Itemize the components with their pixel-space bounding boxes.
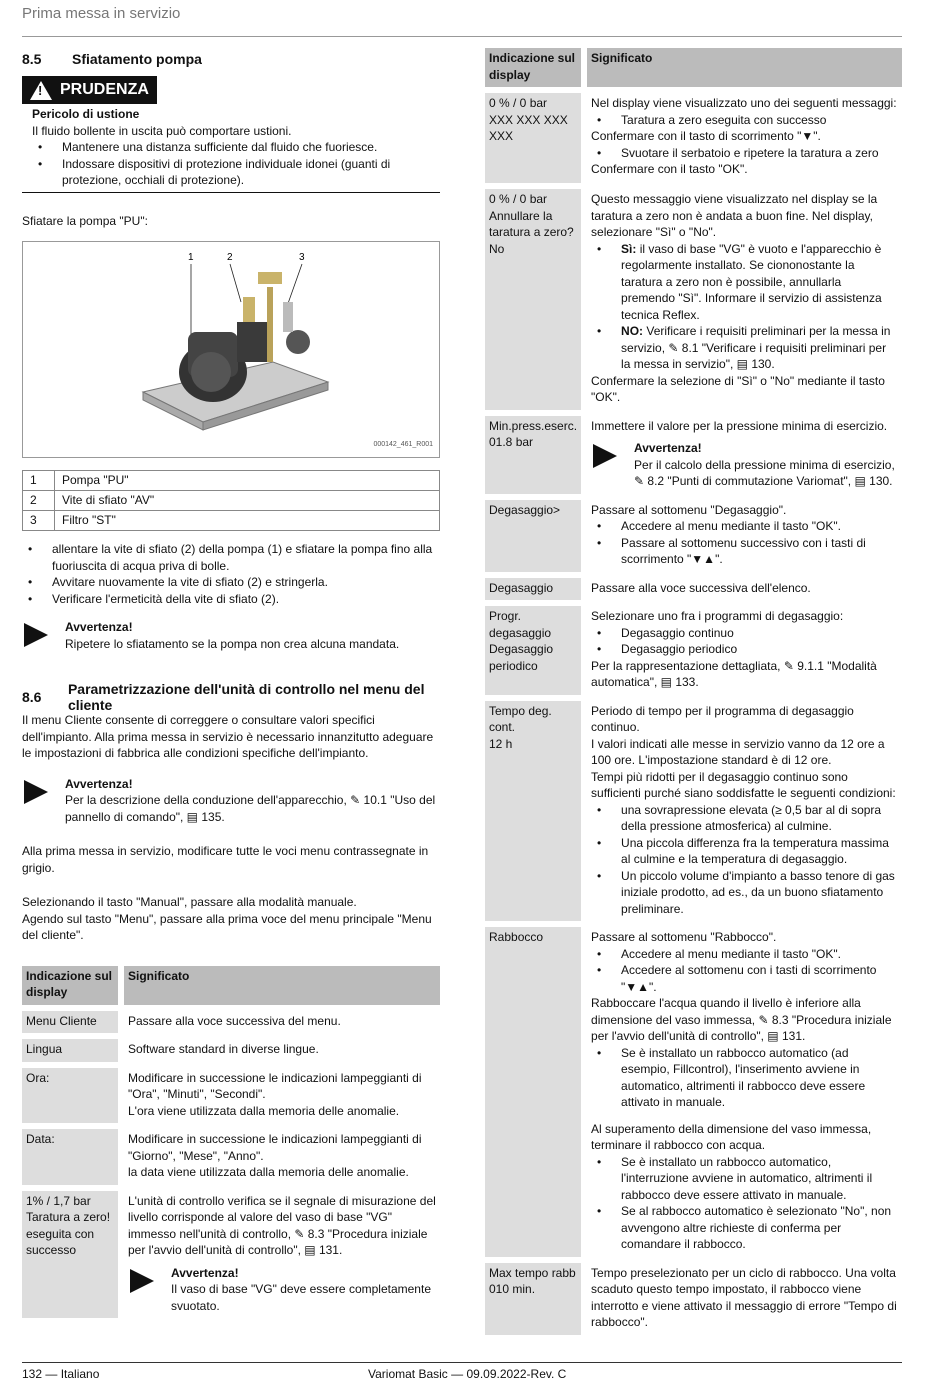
- cell-text: Confermare la selezione di "Sì" o "No" mediante il tasto "OK".: [591, 373, 885, 404]
- table-row: [485, 578, 902, 601]
- note-box: [591, 440, 898, 490]
- cell-text: la data viene utilizzata dalla memoria delle anomalie.: [128, 1165, 409, 1179]
- display-cell: Data:: [22, 1129, 118, 1185]
- cell-text: XXX XXX XXX XXX: [489, 112, 568, 143]
- table-row: [22, 1191, 440, 1319]
- table-row: [485, 701, 902, 922]
- list-item: [591, 241, 898, 324]
- bullet-list: [591, 802, 898, 918]
- display-cell: [485, 1263, 581, 1335]
- list-item: • Se è installato un rabbocco automatico, l'interruzione avviene in automatico, altrimenti il rabbocco deve essere attivato in manuale.: [591, 1154, 898, 1204]
- cell-text: No: [489, 241, 505, 256]
- page-number: 132 — Italiano: [22, 1367, 100, 1381]
- table-row: [23, 471, 440, 491]
- meaning-cell: Passare alla voce successiva dell'elenco.: [591, 580, 811, 595]
- menu-table-left: [22, 960, 440, 1325]
- caution-badge: [22, 76, 157, 104]
- callout-1: 1: [188, 252, 194, 263]
- cell-text: Taratura a zero! eseguita con successo: [26, 1210, 111, 1257]
- cell-text: Al superamento della dimensione del vaso immessa, terminare il rabbocco con acqua.: [591, 1121, 872, 1152]
- cell-text: Passare al sottomenu "Rabbocco".: [591, 930, 777, 944]
- cell-text: I valori indicati alle messe in servizio vanno da 12 ore a 100 ore. L'impostazione standard è di 12 ore.: [591, 736, 885, 767]
- cell-text: Verificare i requisiti preliminari per la messa in servizio, ✎ 8.1 "Verificare i requisiti preliminari per la messa in servizio", ▤ 130.: [621, 324, 891, 371]
- cell-text: 1% / 1,7 bar: [26, 1193, 91, 1208]
- bullet-list: [591, 946, 898, 996]
- list-item: • Accedere al menu mediante il tasto "OK".: [591, 518, 898, 535]
- caution-label: PRUDENZA: [60, 80, 149, 98]
- bullet-list: [591, 518, 898, 568]
- list-item: • Accedere al sottomenu con i tasti di scorrimento "▼▲".: [591, 962, 898, 995]
- meaning-cell: [581, 189, 902, 410]
- cell-text: Degasaggio periodico: [489, 642, 554, 673]
- cell-text: Modificare in successione le indicazioni lampeggianti di "Giorno", "Mese", "Anno".: [128, 1132, 422, 1163]
- legend-label: Pompa "PU": [55, 471, 440, 491]
- warning-box: [22, 104, 440, 193]
- cell-text: il vaso di base "VG" è vuoto e l'apparecchio è regolarmente installato. Se ciononostante la taratura a zero non è possibile, annullarla premendo "Sì". Informare il servizio di assistenza tecnica Reflex.: [621, 241, 882, 322]
- figure-code: 000142_461_R001: [373, 440, 433, 448]
- pump-illustration: [23, 242, 439, 457]
- bullet-list: [591, 241, 898, 373]
- cell-text: Confermare con il tasto di scorrimento "▼".: [591, 129, 821, 143]
- meaning-cell: [581, 701, 902, 922]
- cell-text: Progr. degasaggio: [489, 609, 552, 640]
- cell-text: Rabboccare l'acqua quando il livello è inferiore alla dimensione del vaso immessa, ✎ 8.3 "Procedura iniziale per l'avvio dell'unità di controllo", ▤ 131.: [591, 996, 892, 1043]
- list-item: [591, 323, 898, 373]
- display-cell: [485, 189, 581, 410]
- table-row: [485, 606, 902, 695]
- list-item: • Se al rabbocco automatico è selezionato "No", non avvengono altre richieste di conferma per comandare il rabbocco.: [591, 1203, 898, 1253]
- note-arrow-icon: [24, 780, 48, 804]
- note-title: Avvertenza!: [65, 620, 133, 634]
- cell-text: Max tempo rabb: [489, 1265, 576, 1280]
- list-item: • Mantenere una distanza sufficiente dal fluido che fuoriesce.: [32, 139, 440, 156]
- section-number: 8.5: [22, 50, 42, 67]
- cell-text: Passare al sottomenu "Degasaggio".: [591, 502, 787, 517]
- bullet-list: [591, 145, 898, 162]
- right-column: [485, 48, 902, 1341]
- meaning-cell: Passare alla voce successiva del menu.: [128, 1013, 341, 1028]
- display-cell: [485, 701, 581, 922]
- table-header: [485, 48, 902, 87]
- table-header: [22, 966, 440, 1005]
- header-cell: Significato: [581, 48, 902, 87]
- display-cell: Ora:: [22, 1068, 118, 1124]
- cell-text: Annullare la taratura a zero?: [489, 208, 574, 239]
- list-item: • Avvitare nuovamente la vite di sfiato (2) e stringerla.: [22, 574, 440, 591]
- meaning-cell: [581, 93, 902, 183]
- cell-text: Min.press.eserc.: [489, 418, 578, 433]
- display-cell: [485, 606, 581, 695]
- section-title: Parametrizzazione dell'unità di controllo nel menu del cliente: [67, 680, 425, 713]
- legend-label: Vite di sfiato "AV": [55, 491, 440, 511]
- pump-figure: [22, 241, 440, 458]
- bullet-list: [591, 625, 898, 658]
- cell-text: Nel display viene visualizzato uno dei seguenti messaggi:: [591, 96, 897, 110]
- option-label: NO:: [621, 324, 644, 338]
- header-cell: Indicazione sul display: [22, 966, 118, 1005]
- legend-number: 1: [23, 471, 55, 491]
- legend-number: 3: [23, 511, 55, 531]
- display-cell: Menu Cliente: [22, 1011, 118, 1034]
- note-title: Avvertenza!: [171, 1265, 239, 1280]
- display-cell: Rabbocco: [485, 927, 581, 1257]
- display-cell: Degasaggio>: [485, 500, 581, 572]
- list-item: • Verificare l'ermeticità della vite di sfiato (2).: [22, 591, 440, 608]
- display-cell: [22, 1191, 118, 1319]
- note-text: Il vaso di base "VG" deve essere completamente svuotato.: [171, 1282, 431, 1313]
- list-item: • Passare al sottomenu successivo con i tasti di scorrimento "▼▲".: [591, 535, 898, 568]
- note-text: Per la descrizione della conduzione dell'apparecchio, ✎ 10.1 "Uso del pannello di comando", ▤ 135.: [65, 793, 436, 824]
- list-item: • Degasaggio periodico: [591, 641, 898, 658]
- display-cell: [485, 93, 581, 183]
- callout-3: 3: [299, 252, 305, 263]
- cell-text: Tempi più ridotti per il degasaggio continuo sono sufficienti purché siano soddisfatte le seguenti condizioni:: [591, 769, 896, 800]
- list-item: • una sovrapressione elevata (≥ 0,5 bar al di sopra della pressione atmosferica) al culmine.: [591, 802, 898, 835]
- meaning-cell: [118, 1191, 440, 1319]
- cell-text: Modificare in successione le indicazioni lampeggianti di "Ora", "Minuti", "Secondi".: [128, 1070, 422, 1101]
- list-item: • Indossare dispositivi di protezione individuale idonei (guanti di protezione, occhiali di protezione).: [32, 156, 440, 189]
- procedure-steps: [22, 541, 440, 607]
- cell-text: Per la rappresentazione dettagliata, ✎ 9.1.1 "Modalità automatica", ▤ 133.: [591, 658, 877, 689]
- footer-rule: [22, 1362, 902, 1363]
- display-cell: Lingua: [22, 1039, 118, 1062]
- cell-text: Selezionare uno fra i programmi di degasaggio:: [591, 609, 844, 623]
- bullet-list: [591, 112, 898, 129]
- section-title: Sfiatamento pompa: [72, 50, 202, 67]
- note-title: Avvertenza!: [634, 441, 702, 455]
- list-item: • Un piccolo volume d'impianto a basso tenore di gas iniziale prodotto, ad es., da un buono sfiatamento preliminare.: [591, 868, 898, 918]
- list-item: • Se è installato un rabbocco automatico (ad esempio, Fillcontrol), l'inserimento avviene in automatico, altrimenti il rabbocco deve essere attivato in manuale.: [591, 1045, 898, 1111]
- note-arrow-icon: [593, 444, 617, 468]
- meaning-cell: [581, 416, 902, 494]
- meaning-cell: [118, 1068, 440, 1124]
- cell-text: Confermare con il tasto "OK".: [591, 162, 748, 176]
- cell-text: 0 % / 0 bar: [489, 96, 548, 110]
- table-row: [485, 1263, 902, 1335]
- cell-text: Periodo di tempo per il programma di degasaggio continuo.: [591, 703, 854, 734]
- cell-text: Tempo deg. cont.: [489, 703, 552, 734]
- list-item: • Degasaggio continuo: [591, 625, 898, 642]
- intro-text: Sfiatare la pompa "PU":: [22, 213, 148, 228]
- meaning-cell: [581, 606, 902, 695]
- legend-number: 2: [23, 491, 55, 511]
- warning-triangle-icon: !: [30, 81, 52, 100]
- table-row: [485, 189, 902, 410]
- section-number: 8.6: [22, 688, 42, 705]
- table-row: [22, 1011, 440, 1034]
- warning-text: Il fluido bollente in uscita può comportare ustioni.: [32, 123, 292, 138]
- note-box: [128, 1265, 436, 1315]
- list-item: • Una piccola differenza fra la temperatura massima al culmine e la temperatura di degasaggio.: [591, 835, 898, 868]
- list-item: • allentare la vite di sfiato (2) della pompa (1) e sfiatare la pompa fino alla fuoriuscita di acqua priva di bolle.: [22, 541, 440, 574]
- callout-2: 2: [227, 252, 233, 263]
- paragraph: Alla prima messa in servizio, modificare tutte le voci menu contrassegnate in grigio.: [22, 844, 429, 875]
- cell-text: Immettere il valore per la pressione minima di esercizio.: [591, 418, 888, 433]
- header-cell: Indicazione sul display: [485, 48, 581, 87]
- cell-text: 12 h: [489, 736, 513, 751]
- table-row: [22, 1039, 440, 1062]
- cell-text: 010 min.: [489, 1282, 536, 1296]
- list-item: • Taratura a zero eseguita con successo: [591, 112, 898, 129]
- header-rule: [22, 36, 902, 37]
- left-column: [22, 48, 440, 1324]
- bullet-list: [591, 1154, 898, 1253]
- cell-text: L'ora viene utilizzata dalla memoria delle anomalie.: [128, 1103, 400, 1118]
- note-arrow-icon: [24, 623, 48, 647]
- table-row: [485, 93, 902, 183]
- meaning-cell: [581, 500, 902, 572]
- list-item: • Svuotare il serbatoio e ripetere la taratura a zero: [591, 145, 898, 162]
- table-row: [22, 1129, 440, 1185]
- table-row: [23, 511, 440, 531]
- table-row: [22, 1068, 440, 1124]
- paragraph: Il menu Cliente consente di correggere o consultare valori specifici dell'impianto. Alla prima messa in servizio è necessario innanzitutto adeguare le impostazioni di fabbrica alle condizioni specifiche dell'impianto.: [22, 713, 434, 760]
- legend-label: Filtro "ST": [55, 511, 440, 531]
- menu-table-right: [485, 42, 902, 1341]
- note-box: [22, 776, 440, 826]
- paragraph: Agendo sul tasto "Menu", passare alla prima voce del menu principale "Menu del cliente".: [22, 911, 432, 942]
- table-row: [23, 491, 440, 511]
- cell-text: Questo messaggio viene visualizzato nel display se la taratura a zero non è andata a buon fine. Nel display, selezionare "Sì" o "No".: [591, 192, 878, 239]
- display-cell: [485, 416, 581, 494]
- figure-legend: [22, 470, 440, 531]
- cell-text: 01.8 bar: [489, 435, 534, 449]
- note-text: Ripetere lo sfiatamento se la pompa non crea alcuna mandata.: [65, 636, 400, 651]
- note-arrow-icon: [130, 1269, 154, 1293]
- note-box: [22, 619, 440, 652]
- warning-title: Pericolo di ustione: [32, 107, 140, 121]
- warning-list: [32, 139, 440, 189]
- display-cell: Degasaggio: [485, 578, 581, 601]
- cell-text: L'unità di controllo verifica se il segnale di misurazione del livello corrisponde al valore del vaso di base "VG" immesso nell'unità di controllo, ✎ 8.3 "Procedura iniziale per l'avvio dell'unità di controllo", ▤ 131.: [128, 1193, 436, 1257]
- option-label: Sì:: [621, 241, 637, 256]
- section-8-5-title: [22, 48, 440, 70]
- document-id: Variomat Basic — 09.09.2022-Rev. C: [368, 1367, 567, 1381]
- meaning-cell: Software standard in diverse lingue.: [128, 1042, 319, 1056]
- cell-text: 0 % / 0 bar: [489, 192, 548, 206]
- meaning-cell: [581, 927, 902, 1257]
- table-row: [485, 927, 902, 1257]
- meaning-cell: Tempo preselezionato per un ciclo di rabbocco. Una volta scaduto questo tempo impostato, il rabbocco viene interrotto e viene attivato il messaggio di errore "Tempo di rabbocco".: [591, 1265, 897, 1329]
- meaning-cell: [118, 1129, 440, 1185]
- header-cell: Significato: [118, 966, 440, 1005]
- list-item: • Accedere al menu mediante il tasto "OK".: [591, 946, 898, 963]
- running-title: Prima messa in servizio: [22, 5, 181, 22]
- table-row: [485, 416, 902, 494]
- note-title: Avvertenza!: [65, 776, 133, 791]
- paragraph: Selezionando il tasto "Manual", passare alla modalità manuale.: [22, 895, 357, 909]
- bullet-list: [591, 1045, 898, 1111]
- note-text: Per il calcolo della pressione minima di esercizio, ✎ 8.2 "Punti di commutazione Variomat", ▤ 130.: [634, 457, 895, 488]
- section-8-6-title: [22, 680, 440, 713]
- table-row: [485, 500, 902, 572]
